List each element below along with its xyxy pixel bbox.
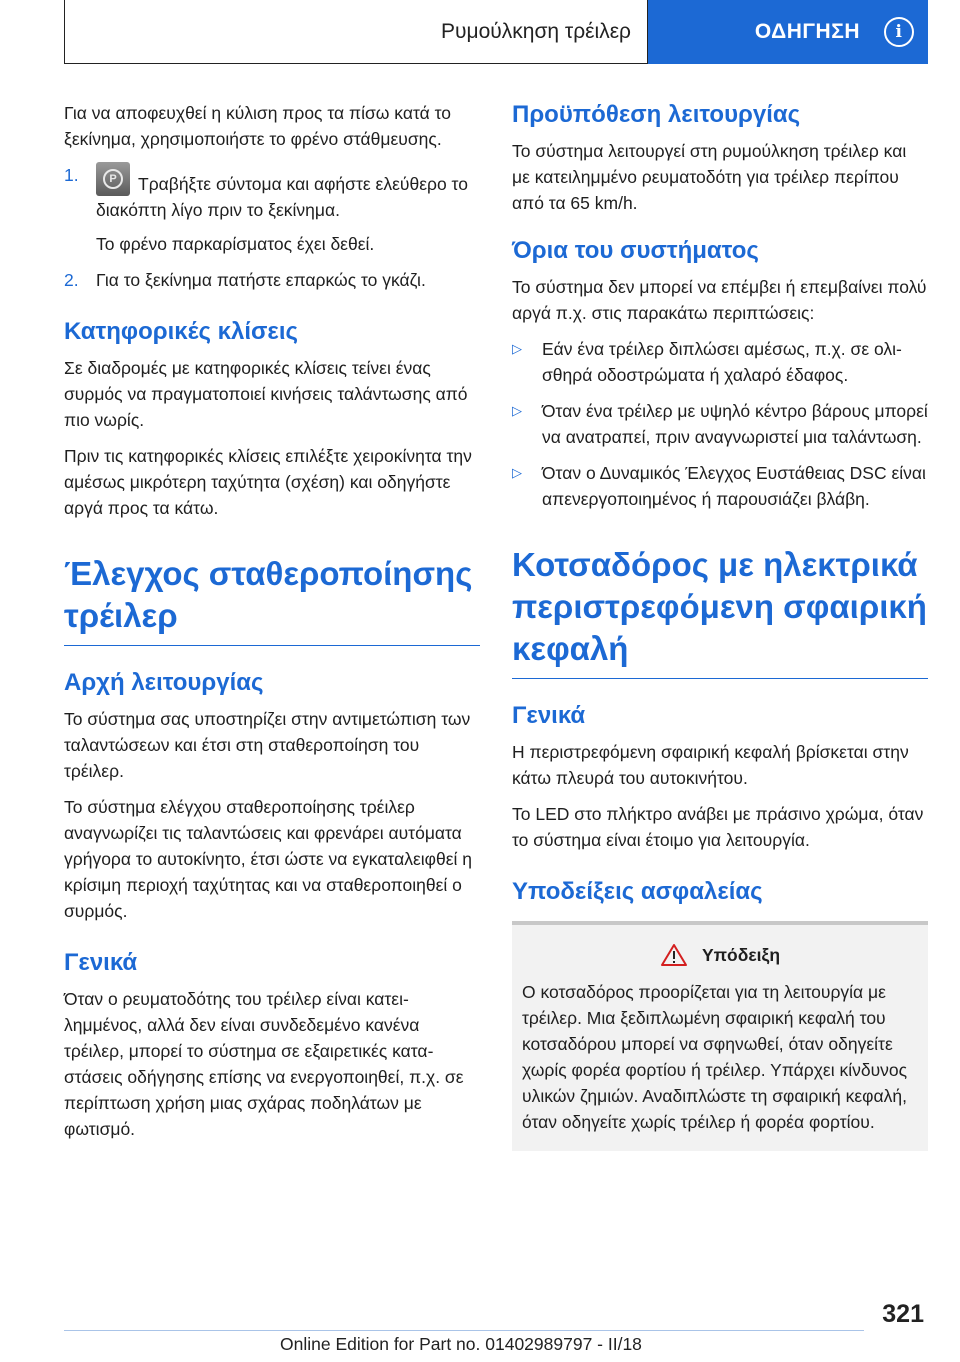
limits-paragraph: Το σύστημα δεν μπορεί να επέμβει ή επεμβαίνει πολύ αργά π.χ. στις παρακάτω περιπτώσεις: (512, 277, 927, 323)
downhill-heading: Κατηφορικές κλίσεις (64, 318, 298, 345)
limit-text: Όταν ο Δυναμικός Έλεγχος Ευστάθειας DSC είναι απενεργοποιημένος ή παρουσιάζει βλάβη. (542, 463, 926, 509)
principle-heading: Αρχή λειτουργίας (64, 669, 264, 696)
page-header (64, 0, 928, 64)
principle-paragraph-1: Το σύστημα σας υποστηρίζει στην αντιμετώπιση των ταλαντώσεων και έτσι στη σταθεροποίηση του τρέιλερ. (64, 709, 471, 781)
downhill-paragraph-1: Σε διαδρομές με κατηφορικές κλίσεις τείνει ένας συρμός να πραγματοποιεί κινήσεις ταλάντωσης από πιο νωρίς. (64, 358, 468, 430)
note-label: Υπόδειξη (701, 944, 781, 965)
list-item (512, 460, 928, 512)
hitch-general-heading: Γενικά (512, 702, 586, 729)
chapter-tab[interactable] (648, 0, 928, 64)
list-item (512, 398, 928, 450)
general-heading: Γενικά (64, 949, 138, 976)
limit-text: Όταν ένα τρέιλερ με υψηλό κέντρο βάρους μπορεί να ανατραπεί, πριν αναγνωριστεί μια ταλάντωση. (542, 401, 928, 447)
principle-paragraph-2: Το σύστημα ελέγχου σταθεροποίησης τρέιλερ αναγνωρίζει τις ταλαντώσεις και φρενάρει αυτόματα γρήγορα το αυτοκίνητο, έτσι ώστε να εγκαταλειφθεί η κρίσιμη περιοχή ταχύτητας και να σταθεροποιηθεί ο συρμός. (64, 797, 473, 921)
hitch-general-paragraph-2: Το LED στο πλήκτρο ανάβει με πράσινο χρώμα, όταν το σύστημα είναι έτοιμο για λειτουργία. (512, 804, 924, 850)
section-title: Ρυμούλκηση τρέιλερ (64, 0, 648, 64)
triangle-bullet-icon: ▷ (512, 403, 522, 418)
warning-icon (660, 943, 688, 967)
step-text: Για το ξεκίνημα πατήστε επαρκώς το γκάζι. (96, 270, 426, 290)
general-paragraph: Όταν ο ρευματοδότης του τρέιλερ είναι κατειλημμένος, αλλά δεν είναι συνδεδεμένο κανένα τρέιλερ, μπορεί το σύστημα σε εξαιρετικές καταστάσεις οδήγησης επίσης να ενεργοποιηθεί, π.χ. σε περίπτωση χρήση μιας σχάρας ποδηλάτων με φωτισμό. (64, 989, 464, 1139)
limit-text: Εάν ένα τρέιλερ διπλώσει αμέσως, π.χ. σε ολισθηρά οδοστρώματα ή χαλαρό έδαφος. (542, 339, 902, 385)
chapter-title: ΟΔΗΓΗΣΗ (754, 20, 860, 43)
hitch-general-paragraph-1: Η περιστρεφόμενη σφαιρική κεφαλή βρίσκεται στην κάτω πλευρά του αυτοκινήτου. (512, 742, 909, 788)
limits-heading: Όρια του συστήματος (512, 237, 759, 264)
footer-divider (64, 1330, 864, 1331)
parking-brake-switch-icon: P (96, 162, 130, 196)
steps-list (64, 162, 480, 223)
list-item (512, 336, 928, 388)
page-number: 321 (882, 1300, 924, 1328)
prereq-heading: Προϋπόθεση λειτουργίας (512, 101, 801, 128)
steps-list-2 (64, 267, 480, 293)
info-icon[interactable]: i (884, 17, 914, 47)
footer-edition: Online Edition for Part no. 01402989797 - II/18 (280, 1334, 642, 1354)
step-item (64, 162, 480, 223)
step-number: 1. (64, 165, 79, 185)
note-header (522, 943, 918, 967)
right-column (512, 100, 928, 1151)
prereq-paragraph: Το σύστημα λειτουργεί στη ρυμούλκηση τρέιλερ και με κατειλημμένο ρευματοδότη για τρέιλερ περίπου από τα 65 km/h. (512, 141, 907, 213)
intro-paragraph: Για να αποφευχθεί η κύλιση προς τα πίσω κατά το ξεκίνημα, χρησιμοποιήστε το φρένο στάθμευσης. (64, 103, 451, 149)
step-text: Τραβήξτε σύντομα και αφήστε ελεύθερο το διακόπτη λίγο πριν το ξεκίνημα. (96, 174, 468, 220)
safety-heading: Υποδείξεις ασφαλείας (512, 878, 763, 905)
hitch-heading: Κοτσαδόρος με ηλεκτρικά περιστρεφόμενη σφαιρική κεφαλή (512, 544, 928, 679)
left-column (64, 100, 480, 1152)
step-item (64, 267, 480, 293)
triangle-bullet-icon: ▷ (512, 341, 522, 356)
triangle-bullet-icon: ▷ (512, 465, 522, 480)
stability-heading: Έλεγχος σταθεροποίησης τρέιλερ (64, 553, 480, 646)
note-text: Ο κοτσαδόρος προορίζεται για τη λειτουργία με τρέιλερ. Μια ξεδιπλωμένη σφαιρική κεφαλή του κοτσαδόρου μπορεί να σφηνωθεί, όταν οδηγείτε χωρίς φορέα φορτίου ή τρέιλερ. Υπάρχει κίνδυνος υλικών ζημιών. Αναδιπλώστε τη σφαιρική κεφαλή, όταν οδηγείτε χωρίς τρέιλερ ή φορέα φορτίου. (522, 982, 908, 1132)
safety-note-box (512, 921, 928, 1151)
limits-list (512, 336, 928, 512)
step-result: Το φρένο παρκαρίσματος έχει δεθεί. (96, 234, 375, 254)
downhill-paragraph-2: Πριν τις κατηφορικές κλίσεις επιλέξτε χειροκίνητα την αμέσως μικρότερη ταχύτητα (σχέση) και οδηγήστε αργά προς τα κάτω. (64, 446, 472, 518)
step-number: 2. (64, 270, 79, 290)
